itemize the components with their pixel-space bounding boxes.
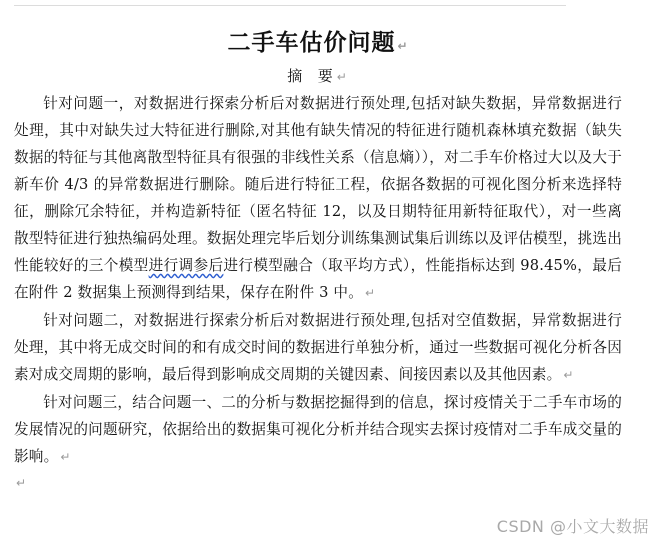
- abstract-heading: [14, 64, 622, 88]
- paragraph-mark-icon: ↵: [365, 286, 376, 300]
- paragraph-1-text-a: 针对问题一，对数据进行探索分析后对数据进行预处理,包括对缺失数据，异常数据进行处理，其中对缺失过大特征进行删除,对其他有缺失情况的特征进行随机森林填充数据（缺失数据的特征与其他离散型特征具有很强的非线性关系（信息熵）），对二手车价格过大以及大于新车价 4/3 的异常数据进行删除。随后进行特征工程，依据各数据的可视化图分析来选择特征，删除冗余特征，并构造新特征（匿名特征 12，以及日期特征用新特征取代），对一些离散型特征进行独热编码处理。数据处理完毕后划分训练集测试集后训练以及评估模型，挑选出性能较好的三个模型: [14, 95, 622, 274]
- empty-paragraph: [14, 471, 622, 493]
- paragraph-3-text: 针对问题三，结合问题一、二的分析与数据挖掘得到的信息，探讨疫情关于二手车市场的发展情况的问题研究，依据给出的数据集可视化分析并结合现实去探讨疫情对二手车成交量的影响。: [14, 394, 622, 465]
- document-title: [14, 26, 622, 60]
- title-text: 二手车估价问题: [227, 29, 396, 56]
- paragraph-1-wavy-underlined-text: 进行调参后: [148, 257, 224, 274]
- paragraph-mark-icon: ↵: [563, 368, 574, 382]
- page-top-rule: [14, 5, 566, 6]
- paragraph-question-3: [14, 389, 622, 471]
- abstract-heading-text: 摘 要: [287, 67, 335, 85]
- paragraph-mark-icon: ↵: [397, 39, 409, 53]
- csdn-watermark: CSDN @小文大数据: [496, 517, 649, 536]
- paragraph-mark-icon: ↵: [336, 70, 349, 84]
- paragraph-mark-icon: ↵: [16, 476, 27, 490]
- paragraph-mark-icon: ↵: [60, 450, 71, 464]
- paragraph-question-2: [14, 307, 622, 389]
- paragraph-question-1: [14, 90, 622, 307]
- paragraph-1-text-b: 进行模型融合（取平均方式），性能指标达到 98.45%，最后在附件 2 数据集上预测得到结果，保存在附件 3 中。: [14, 257, 622, 301]
- paragraph-2-text: 针对问题二，对数据进行探索分析后对数据进行预处理,包括对空值数据，异常数据进行处理，其中将无成交时间的和有成交时间的数据进行单独分析，通过一些数据可视化分析各因素对成交周期的影响，最后得到影响成交周期的关键因素、间接因素以及其他因素。: [14, 312, 622, 383]
- document-body: [14, 26, 622, 493]
